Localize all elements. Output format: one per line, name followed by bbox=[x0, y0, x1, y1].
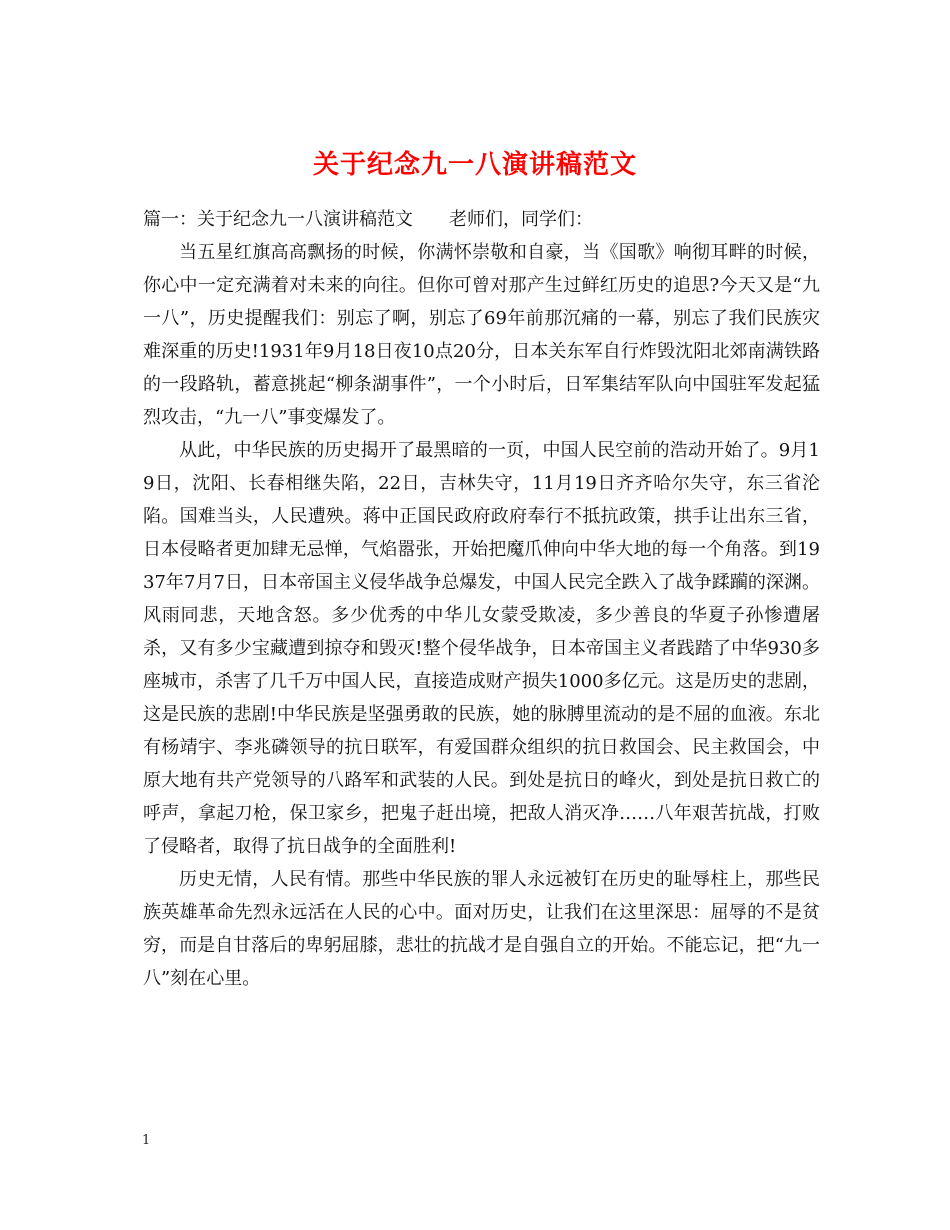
document-title: 关于纪念九一八演讲稿范文 bbox=[312, 150, 637, 181]
page-number: 1 bbox=[142, 1133, 151, 1148]
paragraph-1: 当五星红旗高高飘扬的时候，你满怀崇敬和自豪，当《国歌》响彻耳畔的时候，你心中一定充满着对未来的向往。但你可曾对那产生过鲜红历史的追思?今天又是“九一八”，历史提醒我们：别忘了啊，别忘了69年前那沉痛的一幕，别忘了我们民族灾难深重的历史!1931年9月18日夜10点20分，日本关东军自行炸毁沈阳北郊南满铁路的一段路轨，蓄意挑起“柳条湖事件”，一个小时后，日军集结军队向中国驻军发起猛烈攻击，“九一八”事变爆发了。 bbox=[143, 242, 820, 428]
intro-line: 篇一：关于纪念九一八演讲稿范文 老师们，同学们： bbox=[143, 209, 593, 230]
document-body bbox=[143, 203, 820, 995]
paragraph-2: 从此，中华民族的历史揭开了最黑暗的一页，中国人民空前的浩动开始了。9月19日，沈阳、长春相继失陷，22日，吉林失守，11月19日齐齐哈尔失守，东三省沦陷。国难当头，人民遭殃。蒋中正国民政府政府奉行不抵抗政策，拱手让出东三省，日本侵略者更加肆无忌惮，气焰嚣张，开始把魔爪伸向中华大地的每一个角落。到1937年7月7日，日本帝国主义侵华战争总爆发，中国人民完全跌入了战争蹂躏的深渊。风雨同悲，天地含怒。多少优秀的中华儿女蒙受欺凌，多少善良的华夏子孙惨遭屠杀，又有多少宝藏遭到掠夺和毁灭!整个侵华战争，日本帝国主义者践踏了中华930多座城市，杀害了几千万中国人民，直接造成财产损失1000多亿元。这是历史的悲剧，这是民族的悲剧!中华民族是坚强勇敢的民族，她的脉膊里流动的是不屈的血液。东北有杨靖宇、李兆磷领导的抗日联军，有爱国群众组织的抗日救国会、民主救国会，中原大地有共产党领导的八路军和武装的人民。到处是抗日的峰火，到处是抗日救亡的呼声，拿起刀枪，保卫家乡，把鬼子赶出境，把敌人消灭净……八年艰苦抗战，打败了侵略者，取得了抗日战争的全面胜利! bbox=[143, 440, 820, 857]
paragraph-3: 历史无情，人民有情。那些中华民族的罪人永远被钉在历史的耻辱柱上，那些民族英雄革命先烈永远活在人民的心中。面对历史，让我们在这里深思：屈辱的不是贫穷，而是自甘落后的卑躬屈膝，悲壮的抗战才是自强自立的开始。不能忘记，把“九一八”刻在心里。 bbox=[143, 869, 820, 989]
